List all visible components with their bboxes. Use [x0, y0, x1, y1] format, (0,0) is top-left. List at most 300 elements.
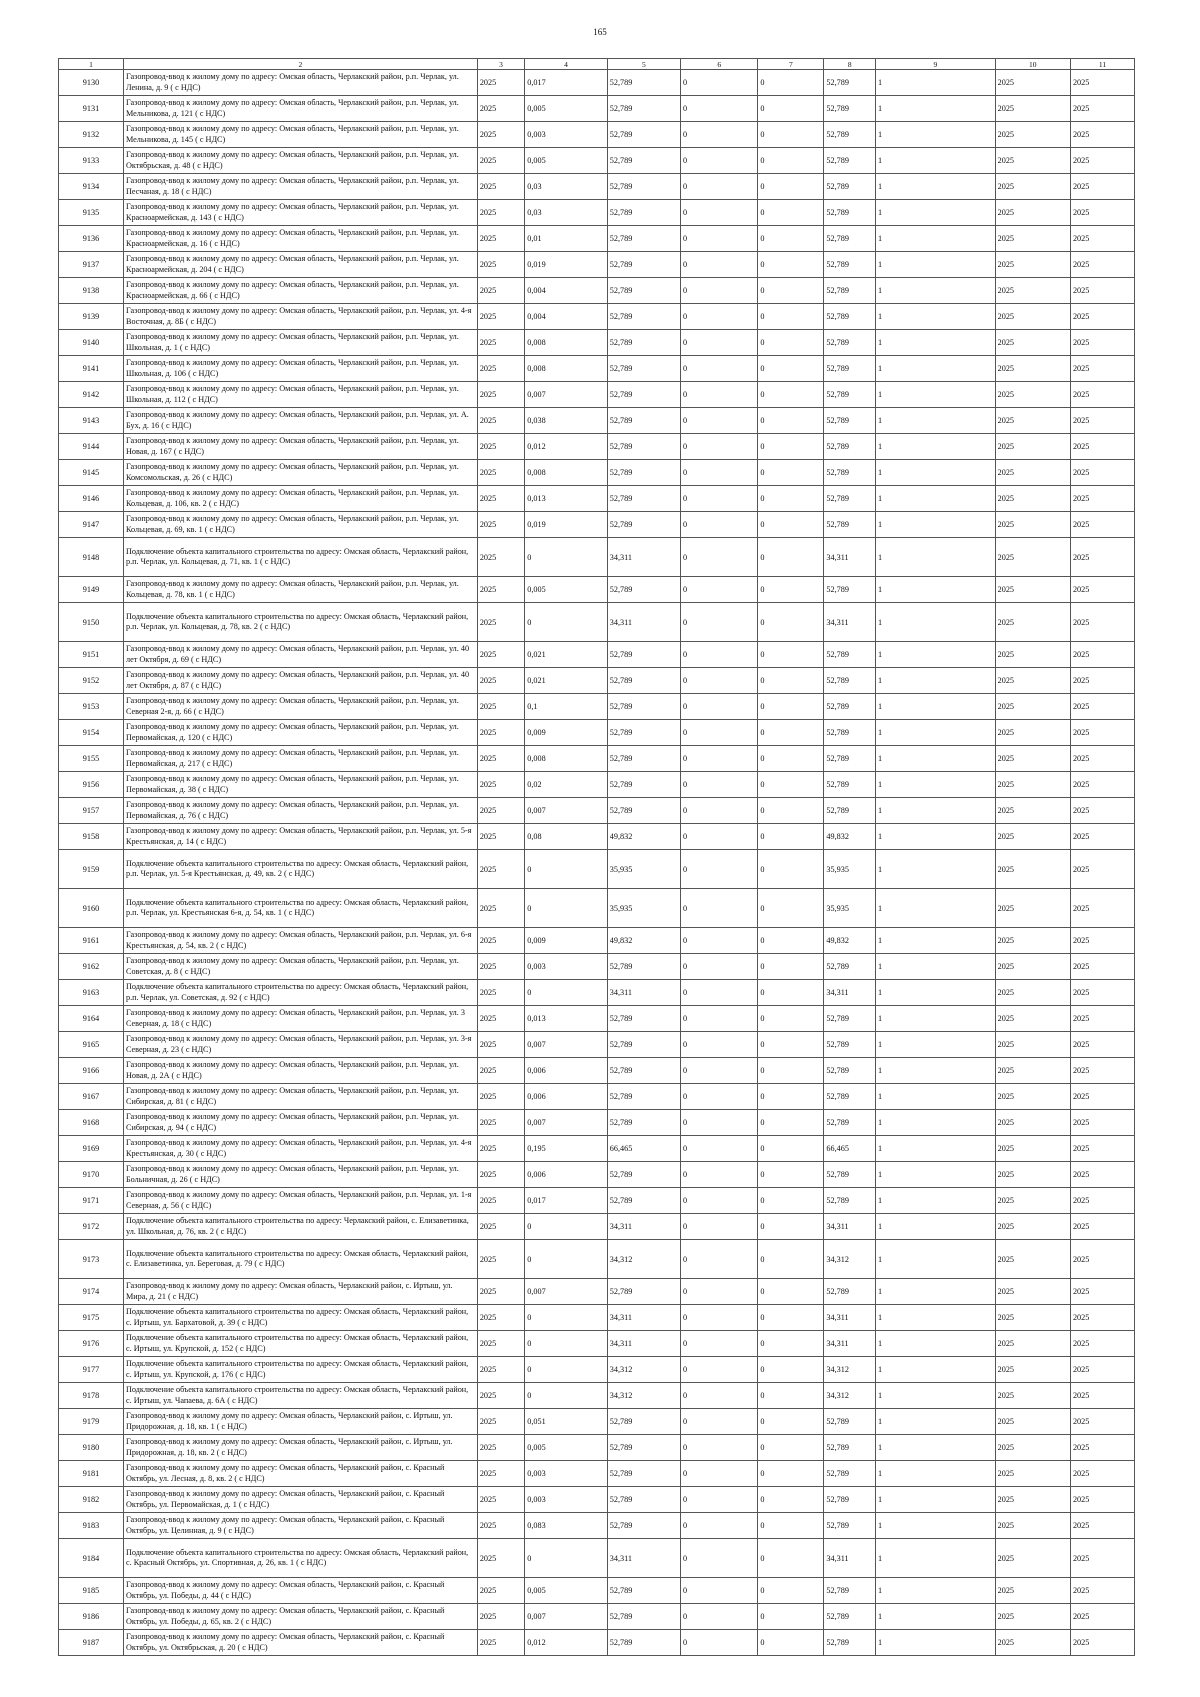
- value-cell: 2025: [477, 1435, 524, 1461]
- value-cell: 0,017: [525, 1188, 608, 1214]
- value-cell: 2025: [1070, 1578, 1134, 1604]
- table-row: [59, 226, 1135, 252]
- value-cell: 2025: [995, 850, 1070, 889]
- value-cell: 52,789: [607, 1032, 680, 1058]
- description-cell: Газопровод-ввод к жилому дому по адресу: Омская область, Черлакский район, р.п. Черлак, ул. 3 Северная, д. 18 ( с НДС): [123, 1006, 477, 1032]
- row-number-cell: 9144: [59, 434, 124, 460]
- value-cell: 0: [681, 1461, 758, 1487]
- row-number-cell: 9158: [59, 824, 124, 850]
- page-number: 165: [593, 27, 607, 37]
- table-row: [59, 174, 1135, 200]
- value-cell: 52,789: [824, 226, 876, 252]
- value-cell: 52,789: [607, 200, 680, 226]
- value-cell: 1: [875, 356, 995, 382]
- value-cell: 0: [681, 122, 758, 148]
- description-cell: Газопровод-ввод к жилому дому по адресу: Омская область, Черлакский район, р.п. Черлак, ул. 4-я Крестьянская, д. 30 ( с НДС): [123, 1136, 477, 1162]
- value-cell: 52,789: [824, 577, 876, 603]
- value-cell: 0: [681, 1110, 758, 1136]
- row-number-cell: 9166: [59, 1058, 124, 1084]
- value-cell: 0: [525, 1357, 608, 1383]
- value-cell: 52,789: [824, 252, 876, 278]
- value-cell: 52,789: [824, 1435, 876, 1461]
- description-cell: Газопровод-ввод к жилому дому по адресу: Омская область, Черлакский район, р.п. Черлак, ул. Первомайская, д. 217 ( с НДС): [123, 746, 477, 772]
- value-cell: 0: [758, 1604, 824, 1630]
- value-cell: 2025: [1070, 720, 1134, 746]
- description-cell: Газопровод-ввод к жилому дому по адресу: Омская область, Черлакский район, р.п. Черлак, ул. А. Бух, д. 16 ( с НДС): [123, 408, 477, 434]
- value-cell: 0: [758, 226, 824, 252]
- value-cell: 52,789: [607, 642, 680, 668]
- value-cell: 0: [758, 252, 824, 278]
- value-cell: 2025: [1070, 889, 1134, 928]
- value-cell: 2025: [1070, 1383, 1134, 1409]
- value-cell: 0,006: [525, 1058, 608, 1084]
- row-number-cell: 9171: [59, 1188, 124, 1214]
- table-row: [59, 824, 1135, 850]
- value-cell: 52,789: [607, 408, 680, 434]
- value-cell: 0: [758, 434, 824, 460]
- value-cell: 52,789: [824, 1578, 876, 1604]
- value-cell: 1: [875, 694, 995, 720]
- row-number-cell: 9143: [59, 408, 124, 434]
- column-header-2: 2: [123, 59, 477, 70]
- value-cell: 0: [758, 148, 824, 174]
- value-cell: 52,789: [607, 434, 680, 460]
- value-cell: 0: [758, 512, 824, 538]
- value-cell: 0,006: [525, 1162, 608, 1188]
- value-cell: 2025: [477, 746, 524, 772]
- value-cell: 0: [758, 356, 824, 382]
- value-cell: 52,789: [824, 798, 876, 824]
- value-cell: 0: [681, 1513, 758, 1539]
- value-cell: 0: [681, 824, 758, 850]
- value-cell: 2025: [995, 408, 1070, 434]
- description-cell: Подключение объекта капитального строительства по адресу: Черлакский район, с. Елизаветинка, ул. Школьная, д. 76, кв. 2 ( с НДС): [123, 1214, 477, 1240]
- value-cell: 2025: [1070, 1006, 1134, 1032]
- value-cell: 52,789: [607, 70, 680, 96]
- description-cell: Газопровод-ввод к жилому дому по адресу: Омская область, Черлакский район, р.п. Черлак, ул. Песчаная, д. 18 ( с НДС): [123, 174, 477, 200]
- value-cell: 0: [758, 122, 824, 148]
- value-cell: 0: [758, 1357, 824, 1383]
- value-cell: 52,789: [607, 252, 680, 278]
- value-cell: 0: [681, 1188, 758, 1214]
- value-cell: 2025: [995, 772, 1070, 798]
- value-cell: 52,789: [607, 96, 680, 122]
- description-cell: Подключение объекта капитального строительства по адресу: Омская область, Черлакский район, р.п. Черлак, ул. Крестьянская 6-я, д. 54, кв. 1 ( с НДС): [123, 889, 477, 928]
- value-cell: 2025: [1070, 460, 1134, 486]
- value-cell: 49,832: [824, 928, 876, 954]
- value-cell: 2025: [1070, 668, 1134, 694]
- value-cell: 52,789: [824, 330, 876, 356]
- value-cell: 0: [681, 668, 758, 694]
- value-cell: 2025: [995, 538, 1070, 577]
- value-cell: 1: [875, 1409, 995, 1435]
- value-cell: 2025: [477, 1357, 524, 1383]
- value-cell: 0: [681, 538, 758, 577]
- value-cell: 34,311: [824, 603, 876, 642]
- value-cell: 52,789: [607, 1188, 680, 1214]
- value-cell: 2025: [1070, 356, 1134, 382]
- row-number-cell: 9164: [59, 1006, 124, 1032]
- value-cell: 0: [758, 70, 824, 96]
- value-cell: 1: [875, 772, 995, 798]
- value-cell: 2025: [1070, 928, 1134, 954]
- table-row: [59, 1357, 1135, 1383]
- description-cell: Газопровод-ввод к жилому дому по адресу: Омская область, Черлакский район, р.п. Черлак, ул. Школьная, д. 112 ( с НДС): [123, 382, 477, 408]
- value-cell: 0,012: [525, 1630, 608, 1656]
- value-cell: 0: [681, 889, 758, 928]
- value-cell: 2025: [1070, 1539, 1134, 1578]
- value-cell: 1: [875, 928, 995, 954]
- value-cell: 0: [681, 798, 758, 824]
- description-cell: Газопровод-ввод к жилому дому по адресу: Омская область, Черлакский район, р.п. Черлак, ул. Красноармейская, д. 16 ( с НДС): [123, 226, 477, 252]
- value-cell: 0,003: [525, 122, 608, 148]
- value-cell: 2025: [1070, 746, 1134, 772]
- value-cell: 2025: [1070, 408, 1134, 434]
- table-row: [59, 798, 1135, 824]
- value-cell: 2025: [477, 798, 524, 824]
- value-cell: 0: [681, 746, 758, 772]
- table-row: [59, 928, 1135, 954]
- value-cell: 0: [681, 1604, 758, 1630]
- value-cell: 2025: [477, 980, 524, 1006]
- value-cell: 0: [758, 1305, 824, 1331]
- description-cell: Газопровод-ввод к жилому дому по адресу: Омская область, Черлакский район, р.п. Черлак, ул. Красноармейская, д. 66 ( с НДС): [123, 278, 477, 304]
- value-cell: 52,789: [607, 382, 680, 408]
- value-cell: 2025: [477, 382, 524, 408]
- row-number-cell: 9168: [59, 1110, 124, 1136]
- value-cell: 52,789: [607, 1279, 680, 1305]
- value-cell: 52,789: [824, 772, 876, 798]
- description-cell: Газопровод-ввод к жилому дому по адресу: Омская область, Черлакский район, р.п. Черлак, ул. Новая, д. 167 ( с НДС): [123, 434, 477, 460]
- value-cell: 0: [681, 148, 758, 174]
- value-cell: 0: [681, 252, 758, 278]
- value-cell: 52,789: [607, 720, 680, 746]
- value-cell: 1: [875, 850, 995, 889]
- value-cell: 52,789: [824, 174, 876, 200]
- value-cell: 52,789: [824, 1279, 876, 1305]
- value-cell: 52,789: [824, 200, 876, 226]
- table-row: [59, 746, 1135, 772]
- value-cell: 52,789: [824, 1409, 876, 1435]
- value-cell: 1: [875, 1188, 995, 1214]
- value-cell: 0,007: [525, 1279, 608, 1305]
- value-cell: 35,935: [824, 889, 876, 928]
- value-cell: 52,789: [824, 356, 876, 382]
- description-cell: Подключение объекта капитального строительства по адресу: Омская область, Черлакский район, с. Иртыш, ул. Бархатовой, д. 39 ( с НДС): [123, 1305, 477, 1331]
- value-cell: 2025: [995, 174, 1070, 200]
- value-cell: 49,832: [607, 824, 680, 850]
- value-cell: 2025: [477, 720, 524, 746]
- value-cell: 2025: [477, 148, 524, 174]
- value-cell: 0: [681, 512, 758, 538]
- column-header-1: 1: [59, 59, 124, 70]
- value-cell: 0: [681, 1357, 758, 1383]
- value-cell: 0: [525, 1331, 608, 1357]
- value-cell: 2025: [1070, 1513, 1134, 1539]
- row-number-cell: 9163: [59, 980, 124, 1006]
- value-cell: 2025: [995, 1084, 1070, 1110]
- value-cell: 1: [875, 1539, 995, 1578]
- value-cell: 0: [681, 577, 758, 603]
- row-number-cell: 9131: [59, 96, 124, 122]
- value-cell: 1: [875, 577, 995, 603]
- value-cell: 2025: [477, 642, 524, 668]
- description-cell: Подключение объекта капитального строительства по адресу: Омская область, Черлакский район, р.п. Черлак, ул. Советская, д. 92 ( с НДС): [123, 980, 477, 1006]
- value-cell: 2025: [477, 538, 524, 577]
- value-cell: 0: [758, 1188, 824, 1214]
- table-row: [59, 668, 1135, 694]
- value-cell: 2025: [995, 434, 1070, 460]
- value-cell: 0,013: [525, 486, 608, 512]
- value-cell: 0: [681, 1487, 758, 1513]
- value-cell: 2025: [995, 1578, 1070, 1604]
- value-cell: 1: [875, 1110, 995, 1136]
- value-cell: 2025: [1070, 1136, 1134, 1162]
- description-cell: Газопровод-ввод к жилому дому по адресу: Омская область, Черлакский район, с. Красный Октябрь, ул. Победы, д. 44 ( с НДС): [123, 1578, 477, 1604]
- value-cell: 2025: [1070, 1331, 1134, 1357]
- table-row: [59, 486, 1135, 512]
- value-cell: 0: [681, 70, 758, 96]
- value-cell: 52,789: [824, 512, 876, 538]
- description-cell: Газопровод-ввод к жилому дому по адресу: Омская область, Черлакский район, р.п. Черлак, ул. Кольцевая, д. 78, кв. 1 ( с НДС): [123, 577, 477, 603]
- value-cell: 2025: [1070, 122, 1134, 148]
- value-cell: 2025: [477, 1136, 524, 1162]
- value-cell: 52,789: [824, 1006, 876, 1032]
- value-cell: 34,311: [824, 980, 876, 1006]
- row-number-cell: 9174: [59, 1279, 124, 1305]
- value-cell: 2025: [995, 928, 1070, 954]
- value-cell: 2025: [1070, 512, 1134, 538]
- table-row: [59, 1110, 1135, 1136]
- table-row: [59, 1630, 1135, 1656]
- value-cell: 52,789: [607, 226, 680, 252]
- value-cell: 0: [681, 1539, 758, 1578]
- value-cell: 0: [525, 1214, 608, 1240]
- value-cell: 52,789: [824, 954, 876, 980]
- description-cell: Подключение объекта капитального строительства по адресу: Омская область, Черлакский район, с. Красный Октябрь, ул. Спортивная, д. 26, кв. 1 ( с НДС): [123, 1539, 477, 1578]
- value-cell: 0: [758, 668, 824, 694]
- value-cell: 1: [875, 408, 995, 434]
- value-cell: 2025: [995, 1305, 1070, 1331]
- value-cell: 0: [681, 954, 758, 980]
- value-cell: 34,312: [824, 1240, 876, 1279]
- value-cell: 2025: [477, 889, 524, 928]
- table-row: [59, 122, 1135, 148]
- value-cell: 2025: [995, 200, 1070, 226]
- value-cell: 0: [758, 96, 824, 122]
- value-cell: 34,311: [824, 1214, 876, 1240]
- value-cell: 1: [875, 304, 995, 330]
- row-number-cell: 9160: [59, 889, 124, 928]
- value-cell: 52,789: [824, 304, 876, 330]
- value-cell: 52,789: [824, 1513, 876, 1539]
- value-cell: 0: [758, 1136, 824, 1162]
- value-cell: 0: [758, 980, 824, 1006]
- value-cell: 0: [758, 798, 824, 824]
- value-cell: 2025: [1070, 252, 1134, 278]
- value-cell: 2025: [477, 928, 524, 954]
- description-cell: Газопровод-ввод к жилому дому по адресу: Омская область, Черлакский район, р.п. Черлак, ул. Больничная, д. 26 ( с НДС): [123, 1162, 477, 1188]
- value-cell: 1: [875, 1331, 995, 1357]
- value-cell: 2025: [1070, 330, 1134, 356]
- value-cell: 2025: [995, 954, 1070, 980]
- description-cell: Газопровод-ввод к жилому дому по адресу: Омская область, Черлакский район, р.п. Черлак, ул. Советская, д. 8 ( с НДС): [123, 954, 477, 980]
- value-cell: 52,789: [607, 304, 680, 330]
- value-cell: 2025: [1070, 538, 1134, 577]
- table-row: [59, 1058, 1135, 1084]
- value-cell: 2025: [477, 1279, 524, 1305]
- value-cell: 52,789: [824, 408, 876, 434]
- value-cell: 0,02: [525, 772, 608, 798]
- table-header: [59, 59, 1135, 70]
- value-cell: 1: [875, 330, 995, 356]
- value-cell: 0: [758, 954, 824, 980]
- value-cell: 0: [758, 603, 824, 642]
- value-cell: 0: [681, 174, 758, 200]
- value-cell: 0: [681, 486, 758, 512]
- value-cell: 52,789: [824, 668, 876, 694]
- value-cell: 35,935: [607, 889, 680, 928]
- value-cell: 2025: [995, 577, 1070, 603]
- description-cell: Газопровод-ввод к жилому дому по адресу: Омская область, Черлакский район, р.п. Черлак, ул. Северная 2-я, д. 66 ( с НДС): [123, 694, 477, 720]
- description-cell: Газопровод-ввод к жилому дому по адресу: Омская область, Черлакский район, р.п. Черлак, ул. 6-я Крестьянская, д. 54, кв. 2 ( с НДС): [123, 928, 477, 954]
- value-cell: 0,017: [525, 70, 608, 96]
- value-cell: 52,789: [607, 1604, 680, 1630]
- value-cell: 52,789: [607, 1578, 680, 1604]
- value-cell: 0: [681, 1006, 758, 1032]
- description-cell: Газопровод-ввод к жилому дому по адресу: Омская область, Черлакский район, с. Красный Октябрь, ул. Первомайская, д. 1 ( с НДС): [123, 1487, 477, 1513]
- table-row: [59, 1214, 1135, 1240]
- value-cell: 1: [875, 512, 995, 538]
- value-cell: 2025: [477, 1513, 524, 1539]
- value-cell: 0,008: [525, 356, 608, 382]
- value-cell: 2025: [477, 668, 524, 694]
- value-cell: 0: [758, 1084, 824, 1110]
- description-cell: Подключение объекта капитального строительства по адресу: Омская область, Черлакский район, р.п. Черлак, ул. Кольцевая, д. 78, кв. 2 ( с НДС): [123, 603, 477, 642]
- value-cell: 0: [758, 1032, 824, 1058]
- value-cell: 0,012: [525, 434, 608, 460]
- value-cell: 0,005: [525, 148, 608, 174]
- value-cell: 0: [758, 538, 824, 577]
- value-cell: 0: [681, 1240, 758, 1279]
- description-cell: Газопровод-ввод к жилому дому по адресу: Омская область, Черлакский район, р.п. Черлак, ул. Новая, д. 2А ( с НДС): [123, 1058, 477, 1084]
- value-cell: 34,312: [607, 1240, 680, 1279]
- row-number-cell: 9157: [59, 798, 124, 824]
- table-row: [59, 1461, 1135, 1487]
- value-cell: 2025: [477, 96, 524, 122]
- value-cell: 0: [525, 1539, 608, 1578]
- value-cell: 52,789: [607, 1110, 680, 1136]
- value-cell: 66,465: [824, 1136, 876, 1162]
- value-cell: 0: [758, 408, 824, 434]
- table-row: [59, 1188, 1135, 1214]
- description-cell: Подключение объекта капитального строительства по адресу: Омская область, Черлакский район, с. Елизаветинка, ул. Береговая, д. 79 ( с НДС): [123, 1240, 477, 1279]
- value-cell: 52,789: [607, 668, 680, 694]
- value-cell: 0: [681, 1578, 758, 1604]
- value-cell: 0,009: [525, 928, 608, 954]
- value-cell: 0: [681, 928, 758, 954]
- row-number-cell: 9130: [59, 70, 124, 96]
- value-cell: 2025: [1070, 1188, 1134, 1214]
- row-number-cell: 9162: [59, 954, 124, 980]
- description-cell: Газопровод-ввод к жилому дому по адресу: Омская область, Черлакский район, р.п. Черлак, ул. Мельникова, д. 121 ( с НДС): [123, 96, 477, 122]
- description-cell: Газопровод-ввод к жилому дому по адресу: Омская область, Черлакский район, р.п. Черлак, ул. Кольцевая, д. 106, кв. 2 ( с НДС): [123, 486, 477, 512]
- description-cell: Газопровод-ввод к жилому дому по адресу: Омская область, Черлакский район, р.п. Черлак, ул. Первомайская, д. 120 ( с НДС): [123, 720, 477, 746]
- value-cell: 2025: [477, 1006, 524, 1032]
- column-header-8: 8: [824, 59, 876, 70]
- value-cell: 0,009: [525, 720, 608, 746]
- description-cell: Газопровод-ввод к жилому дому по адресу: Омская область, Черлакский район, р.п. Черлак, ул. Сибирская, д. 94 ( с НДС): [123, 1110, 477, 1136]
- value-cell: 1: [875, 122, 995, 148]
- value-cell: 2025: [1070, 980, 1134, 1006]
- value-cell: 52,789: [824, 1188, 876, 1214]
- value-cell: 2025: [477, 70, 524, 96]
- description-cell: Газопровод-ввод к жилому дому по адресу: Омская область, Черлакский район, р.п. Черлак, ул. 5-я Крестьянская, д. 14 ( с НДС): [123, 824, 477, 850]
- value-cell: 0,021: [525, 642, 608, 668]
- description-cell: Подключение объекта капитального строительства по адресу: Омская область, Черлакский район, р.п. Черлак, ул. Кольцевая, д. 71, кв. 1 ( с НДС): [123, 538, 477, 577]
- value-cell: 1: [875, 1032, 995, 1058]
- table-row: [59, 538, 1135, 577]
- value-cell: 2025: [995, 1331, 1070, 1357]
- value-cell: 0: [758, 1162, 824, 1188]
- table-row: [59, 1578, 1135, 1604]
- value-cell: 0: [758, 382, 824, 408]
- value-cell: 2025: [995, 694, 1070, 720]
- value-cell: 2025: [1070, 226, 1134, 252]
- value-cell: 0: [681, 460, 758, 486]
- value-cell: 52,789: [824, 382, 876, 408]
- value-cell: 2025: [477, 1240, 524, 1279]
- table-row: [59, 772, 1135, 798]
- description-cell: Газопровод-ввод к жилому дому по адресу: Омская область, Черлакский район, р.п. Черлак, ул. Первомайская, д. 38 ( с НДС): [123, 772, 477, 798]
- value-cell: 52,789: [824, 1487, 876, 1513]
- description-cell: Газопровод-ввод к жилому дому по адресу: Омская область, Черлакский район, р.п. Черлак, ул. 40 лет Октября, д. 87 ( с НДС): [123, 668, 477, 694]
- value-cell: 52,789: [607, 1006, 680, 1032]
- value-cell: 1: [875, 460, 995, 486]
- value-cell: 0: [758, 1513, 824, 1539]
- table-row: [59, 1331, 1135, 1357]
- value-cell: 2025: [995, 824, 1070, 850]
- value-cell: 52,789: [824, 486, 876, 512]
- value-cell: 0,08: [525, 824, 608, 850]
- value-cell: 2025: [477, 1409, 524, 1435]
- value-cell: 1: [875, 1435, 995, 1461]
- value-cell: 2025: [995, 148, 1070, 174]
- value-cell: 0: [681, 382, 758, 408]
- value-cell: 2025: [995, 1513, 1070, 1539]
- value-cell: 0: [525, 1240, 608, 1279]
- value-cell: 0: [758, 1058, 824, 1084]
- value-cell: 2025: [995, 512, 1070, 538]
- table-row: [59, 603, 1135, 642]
- description-cell: Газопровод-ввод к жилому дому по адресу: Омская область, Черлакский район, с. Красный Октябрь, ул. Лесная, д. 8, кв. 2 ( с НДС): [123, 1461, 477, 1487]
- value-cell: 2025: [1070, 1214, 1134, 1240]
- value-cell: 1: [875, 1084, 995, 1110]
- value-cell: 34,311: [607, 603, 680, 642]
- value-cell: 0,008: [525, 746, 608, 772]
- value-cell: 35,935: [607, 850, 680, 889]
- row-number-cell: 9137: [59, 252, 124, 278]
- value-cell: 0,004: [525, 304, 608, 330]
- value-cell: 34,311: [824, 1539, 876, 1578]
- table-row: [59, 850, 1135, 889]
- value-cell: 2025: [477, 434, 524, 460]
- column-header-3: 3: [477, 59, 524, 70]
- value-cell: 1: [875, 1487, 995, 1513]
- row-number-cell: 9135: [59, 200, 124, 226]
- value-cell: 2025: [477, 252, 524, 278]
- value-cell: 2025: [995, 889, 1070, 928]
